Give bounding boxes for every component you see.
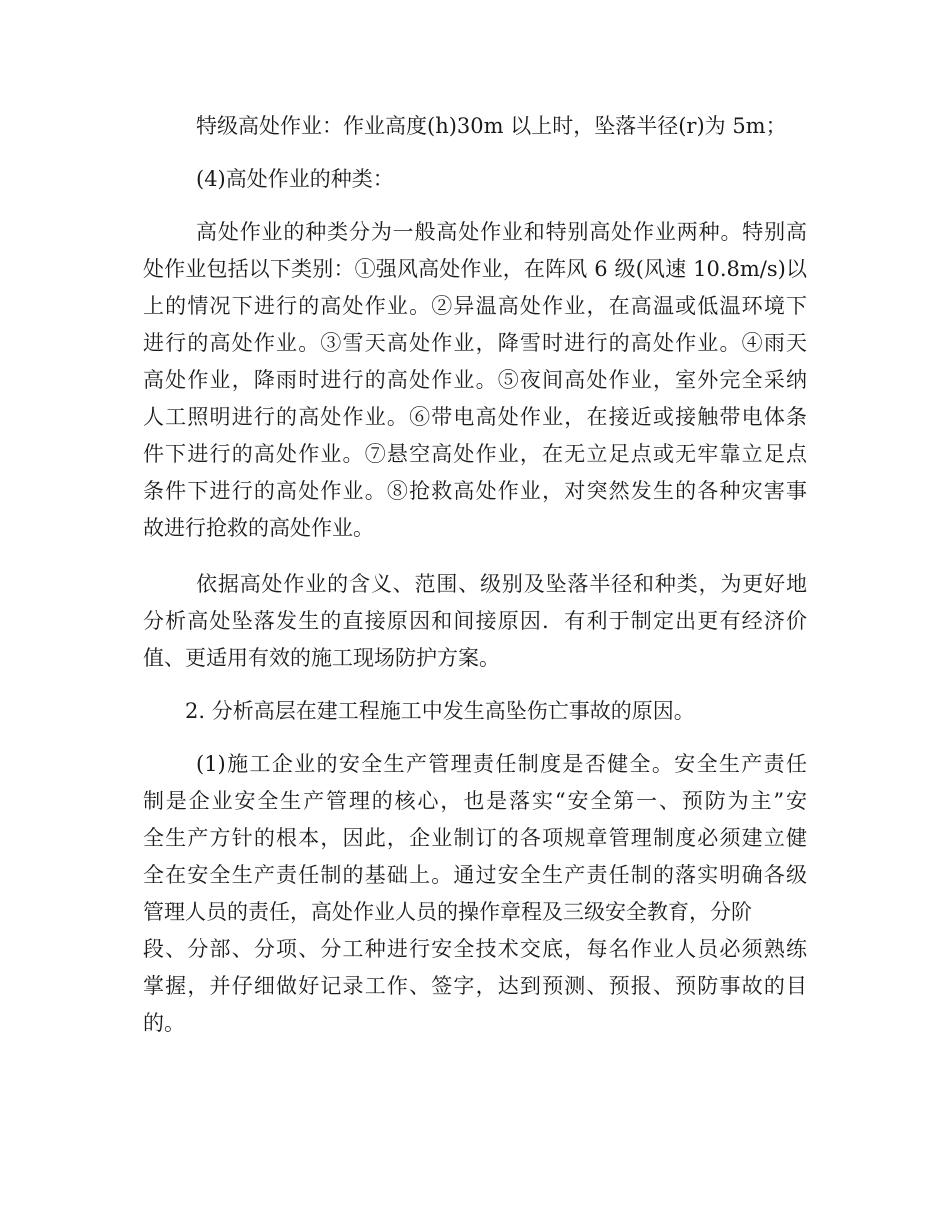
paragraph-line: 制是企业安全生产管理的核心，也是落实“安全第一、预防为主”安 [143, 789, 807, 813]
paragraph-line: 件下进行的高处作业。⑦悬空高处作业，在无立足点或无牢靠立足点 [143, 442, 807, 466]
paragraph-line: 处作业包括以下类别：①强风高处作业，在阵风 6 级(风速 10.8m/s)以 [143, 257, 807, 281]
paragraph-line: 的。 [143, 1011, 185, 1035]
paragraph-line: 段、分部、分项、分工种进行安全技术交底，每名作业人员必须熟练 [143, 937, 807, 961]
section-heading: (4)高处作业的种类： [196, 167, 394, 191]
paragraph-line: (1)施工企业的安全生产管理责任制度是否健全。安全生产责任 [196, 752, 807, 776]
paragraph-line: 依据高处作业的含义、范围、级别及坠落半径和种类，为更好地 [196, 572, 807, 596]
section-heading: 2. 分析高层在建工程施工中发生高坠伤亡事故的原因。 [185, 699, 695, 723]
paragraph-line: 分析高处坠落发生的直接原因和间接原因．有利于制定出更有经济价 [143, 609, 807, 633]
paragraph-line: 管理人员的责任，高处作业人员的操作章程及三级安全教育，分阶 [143, 900, 752, 924]
paragraph-line: 高处作业，降雨时进行的高处作业。⑤夜间高处作业，室外完全采纳 [143, 368, 807, 392]
paragraph-line: 故进行抢救的高处作业。 [143, 516, 374, 540]
paragraph-line: 掌握，并仔细做好记录工作、签字，达到预测、预报、预防事故的目 [143, 974, 807, 998]
paragraph-line: 进行的高处作业。③雪天高处作业，降雪时进行的高处作业。④雨天 [143, 331, 807, 355]
paragraph-line: 人工照明进行的高处作业。⑥带电高处作业，在接近或接触带电体条 [143, 405, 807, 429]
paragraph-line: 上的情况下进行的高处作业。②异温高处作业，在高温或低温环境下 [143, 294, 807, 318]
paragraph-line: 值、更适用有效的施工现场防护方案。 [143, 646, 500, 670]
paragraph-line: 高处作业的种类分为一般高处作业和特别高处作业两种。特别高 [196, 220, 807, 244]
paragraph-line: 全生产方针的根本，因此，企业制订的各项规章管理制度必须建立健 [143, 826, 807, 850]
paragraph-line: 特级高处作业：作业高度(h)30m 以上时，坠落半径(r)为 5m； [196, 114, 787, 138]
paragraph-line: 条件下进行的高处作业。⑧抢救高处作业，对突然发生的各种灾害事 [143, 479, 807, 503]
paragraph-line: 全在安全生产责任制的基础上。通过安全生产责任制的落实明确各级 [143, 863, 807, 887]
